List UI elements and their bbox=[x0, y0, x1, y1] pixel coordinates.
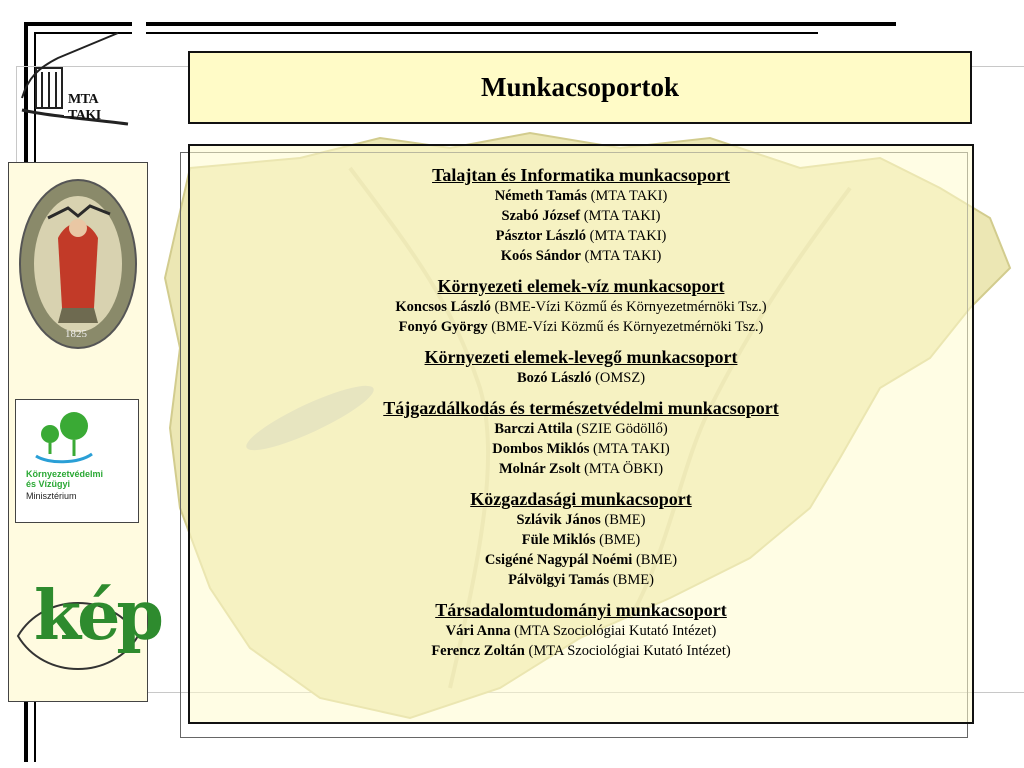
member-org: (BME-Vízi Közmű és Környezetmérnöki Tsz.) bbox=[490, 299, 767, 315]
work-group bbox=[190, 346, 972, 388]
ministry-logo bbox=[15, 399, 139, 523]
member-org: (MTA TAKI) bbox=[580, 248, 662, 264]
group-title: Társadalomtudományi munkacsoport bbox=[435, 600, 727, 620]
work-group bbox=[190, 599, 972, 661]
frame-line-top-right-2 bbox=[146, 32, 818, 34]
group-member bbox=[190, 226, 972, 246]
academy-seal-icon bbox=[18, 178, 138, 350]
group-member bbox=[190, 439, 972, 459]
member-name: Füle Miklós bbox=[521, 532, 596, 548]
content-box bbox=[188, 144, 974, 724]
group-member bbox=[190, 317, 972, 337]
member-name: Dombos Miklós bbox=[492, 441, 590, 457]
kep-logo-text: kép bbox=[34, 576, 160, 656]
work-groups-list bbox=[190, 164, 972, 670]
member-name: Fonyó György bbox=[398, 319, 488, 335]
ministry-name-line1: Környezetvédelmi bbox=[26, 469, 104, 479]
member-org: (MTA TAKI) bbox=[589, 441, 670, 457]
page-title: Munkacsoportok bbox=[480, 72, 680, 102]
work-group bbox=[190, 488, 972, 590]
group-title: Környezeti elemek-víz munkacsoport bbox=[437, 276, 725, 296]
member-org: (MTA TAKI) bbox=[586, 188, 668, 204]
member-name: Bozó László bbox=[516, 370, 592, 386]
kep-logo bbox=[14, 576, 160, 694]
work-group bbox=[190, 275, 972, 337]
member-org: (BME) bbox=[609, 572, 654, 588]
member-name: Koncsos László bbox=[395, 299, 491, 315]
group-member bbox=[190, 297, 972, 317]
group-title: Környezeti elemek-levegő munkacsoport bbox=[424, 347, 738, 367]
member-name: Ferencz Zoltán bbox=[431, 643, 525, 659]
group-member bbox=[190, 621, 972, 641]
group-title: Tájgazdálkodás és természetvédelmi munkacsoport bbox=[383, 398, 779, 418]
member-org: (BME) bbox=[632, 552, 678, 568]
mta-taki-logo bbox=[18, 28, 130, 128]
group-member bbox=[190, 570, 972, 590]
member-org: (MTA TAKI) bbox=[580, 208, 661, 224]
taki-logo-text: MTA TAKI bbox=[68, 92, 101, 123]
member-name: Csigéné Nagypál Noémi bbox=[484, 552, 633, 568]
ministry-name bbox=[26, 469, 103, 489]
member-name: Vári Anna bbox=[445, 623, 511, 639]
member-name: Pásztor László bbox=[495, 228, 586, 244]
frame-line-top-right bbox=[146, 22, 896, 26]
ministry-sub: Minisztérium bbox=[26, 491, 77, 501]
group-member bbox=[190, 550, 972, 570]
group-member bbox=[190, 368, 972, 388]
member-org: (MTA ÖBKI) bbox=[580, 461, 664, 477]
group-member bbox=[190, 206, 972, 226]
member-org: (MTA TAKI) bbox=[585, 228, 667, 244]
academy-year: 1825 bbox=[65, 328, 87, 340]
group-member bbox=[190, 246, 972, 266]
ministry-name-line2: és Vízügyi bbox=[26, 479, 71, 489]
member-org: (OMSZ) bbox=[591, 370, 646, 386]
member-org: (BME) bbox=[600, 512, 646, 528]
work-group bbox=[190, 164, 972, 266]
member-name: Pálvölgyi Tamás bbox=[508, 572, 610, 588]
member-org: (BME-Vízi Közmű és Környezetmérnöki Tsz.) bbox=[487, 319, 764, 335]
member-org: (BME) bbox=[595, 532, 641, 548]
group-member bbox=[190, 510, 972, 530]
group-member bbox=[190, 186, 972, 206]
group-member bbox=[190, 641, 972, 661]
member-name: Koós Sándor bbox=[500, 248, 581, 264]
work-group bbox=[190, 397, 972, 479]
member-name: Németh Tamás bbox=[494, 188, 587, 204]
member-name: Szlávik János bbox=[516, 512, 601, 528]
title-box bbox=[188, 51, 972, 124]
member-name: Szabó József bbox=[501, 208, 581, 224]
member-name: Barczi Attila bbox=[494, 421, 573, 437]
group-member bbox=[190, 459, 972, 479]
member-name: Molnár Zsolt bbox=[498, 461, 581, 477]
academy-seal bbox=[18, 178, 138, 350]
group-member bbox=[190, 530, 972, 550]
member-org: (SZIE Gödöllő) bbox=[572, 421, 668, 437]
tree-icon bbox=[28, 406, 98, 470]
group-member bbox=[190, 419, 972, 439]
member-org: (MTA Szociológiai Kutató Intézet) bbox=[524, 643, 731, 659]
frame-line-top bbox=[24, 22, 132, 26]
group-title: Közgazdasági munkacsoport bbox=[470, 489, 692, 509]
group-title: Talajtan és Informatika munkacsoport bbox=[432, 165, 730, 185]
member-org: (MTA Szociológiai Kutató Intézet) bbox=[510, 623, 717, 639]
